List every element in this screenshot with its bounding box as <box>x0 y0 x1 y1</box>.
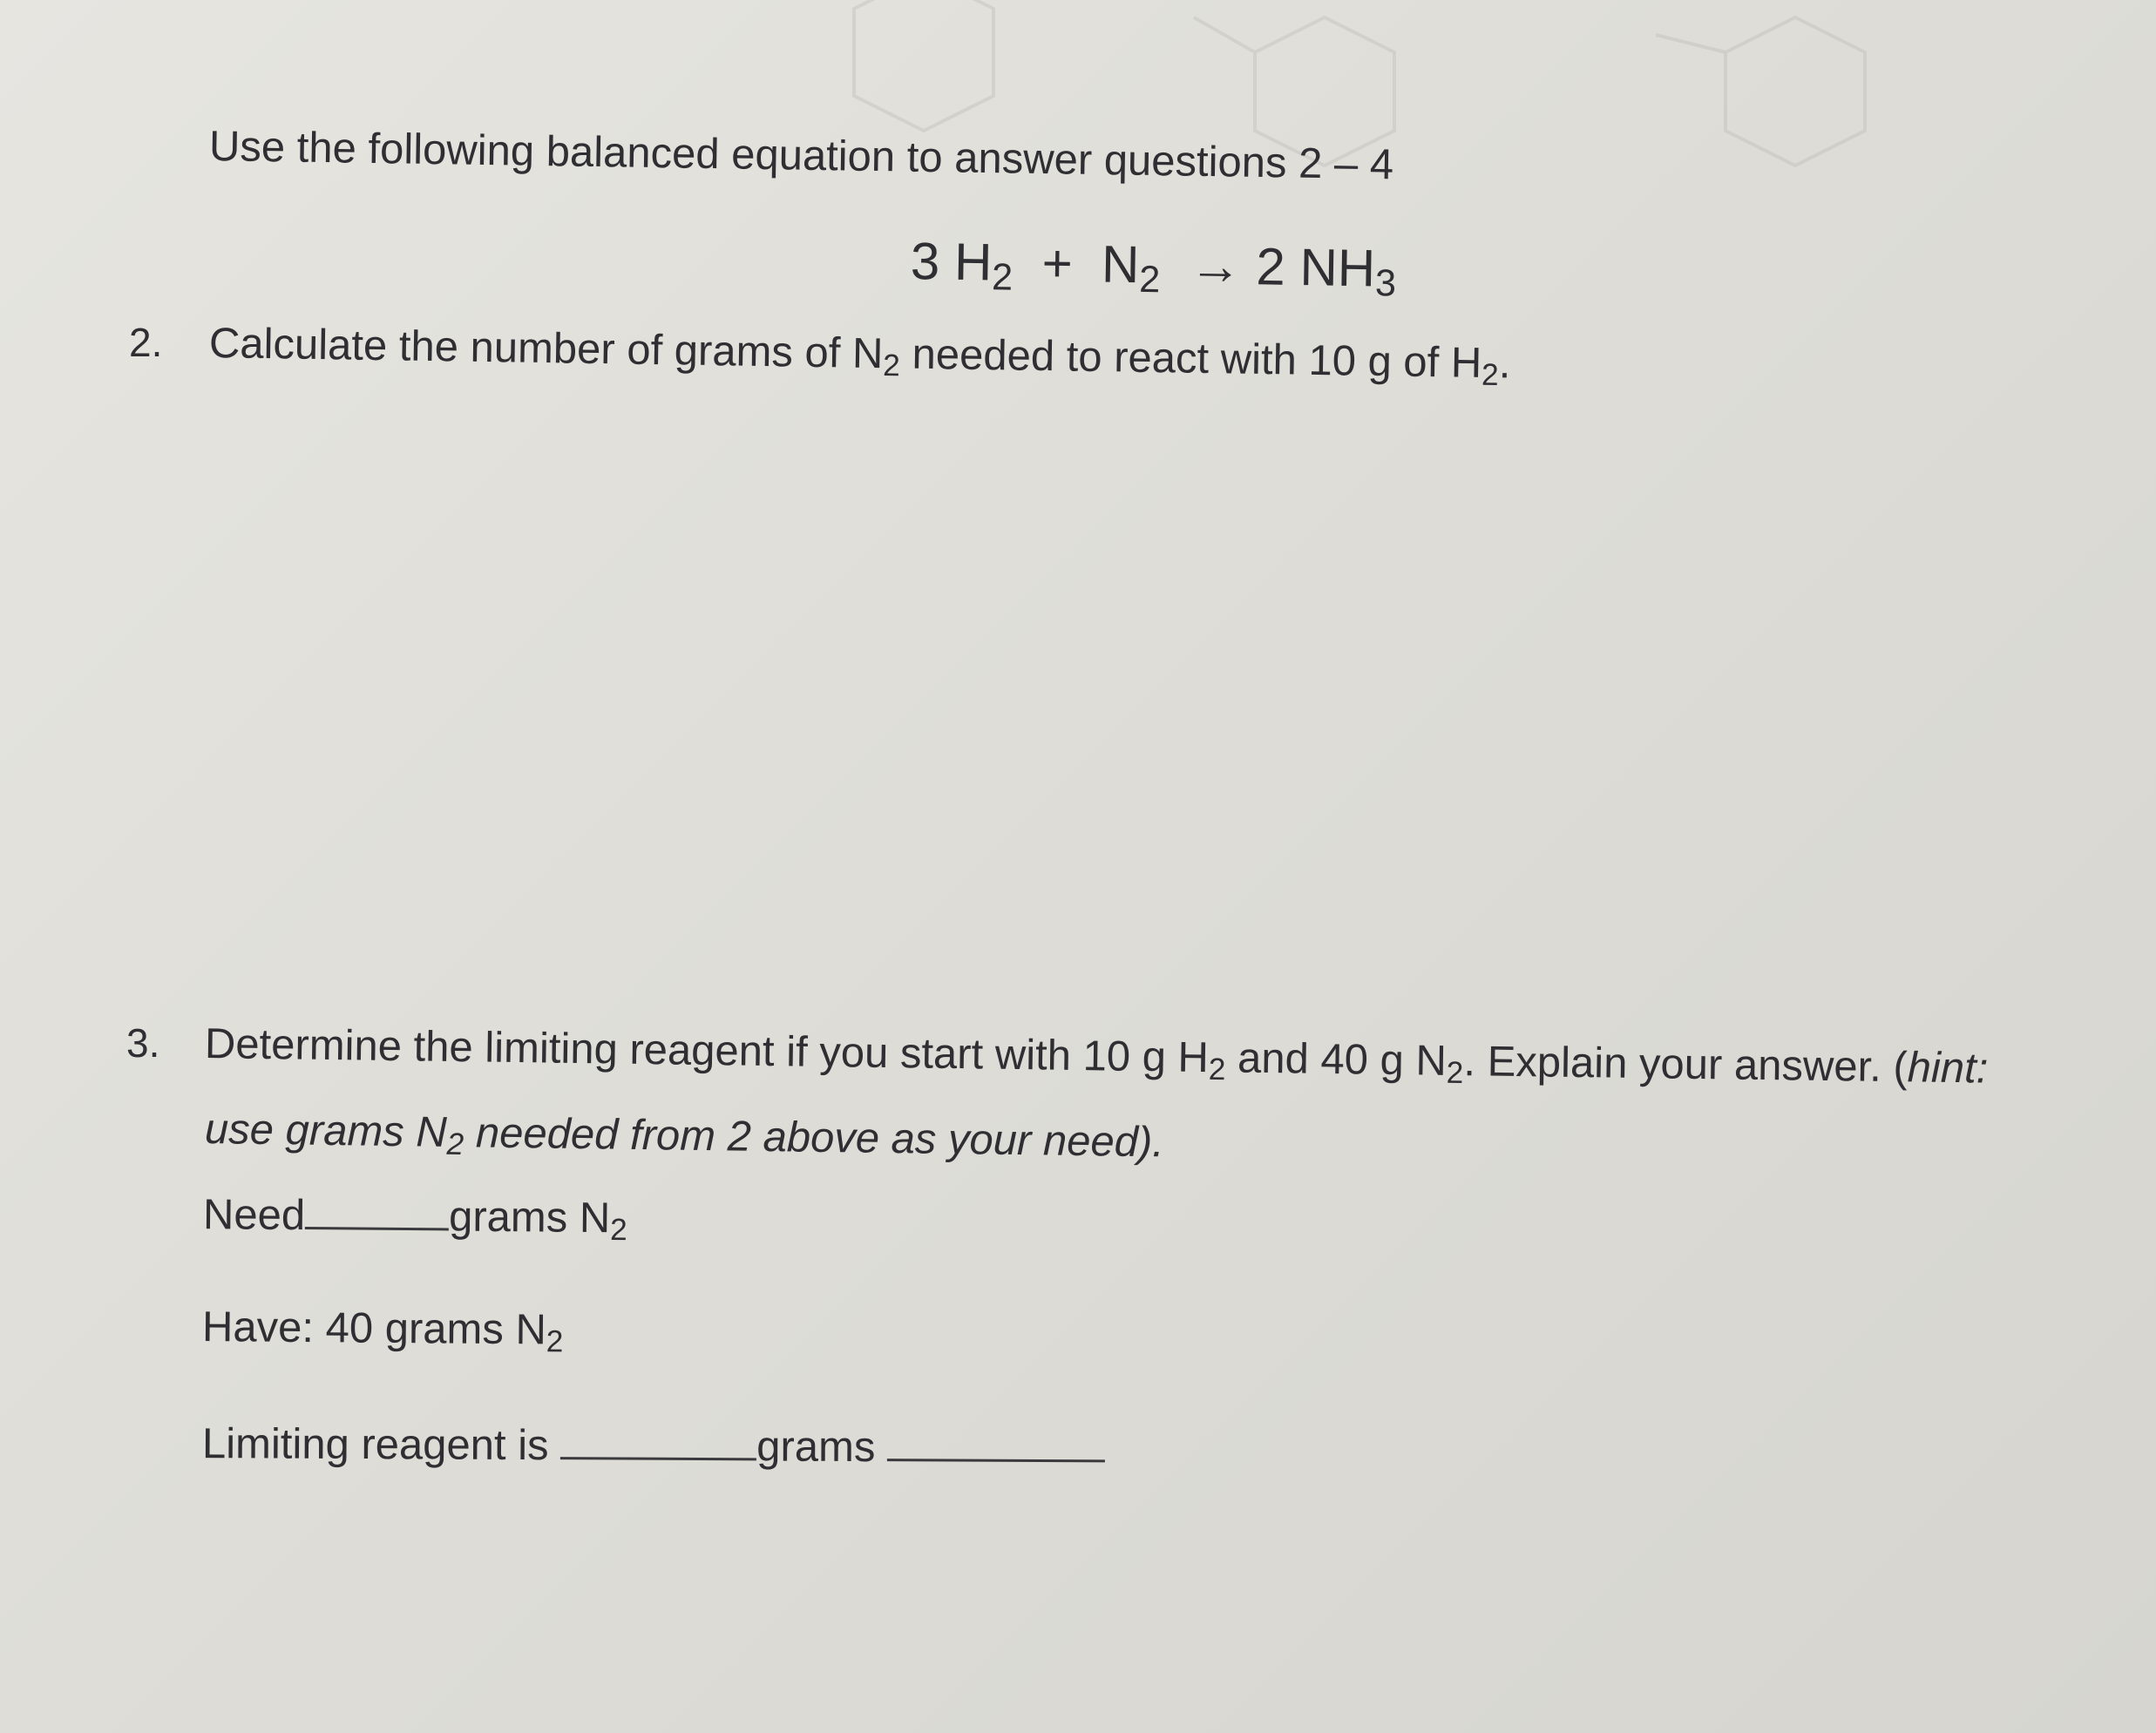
q2-n-subscript: 2 <box>882 348 901 383</box>
question-3-line-1 <box>205 1019 1989 1093</box>
q3-line1-part-a: Determine the limiting reagent if you start with 10 g H <box>204 1020 1210 1082</box>
q2-h-subscript: 2 <box>1481 357 1500 393</box>
limiting-grams-blank[interactable] <box>887 1420 1105 1462</box>
q2-period: . <box>1498 340 1511 388</box>
q3-n-subscript: 2 <box>1446 1055 1464 1090</box>
question-3-line-2 <box>205 1105 1165 1167</box>
limiting-reagent-label: Limiting reagent is <box>201 1420 549 1470</box>
limiting-reagent-row <box>202 1417 1105 1473</box>
q3-h-subscript: 2 <box>1208 1052 1226 1087</box>
q3-line1-part-c: . Explain your answer. ( <box>1463 1038 1909 1092</box>
intro-text: Use the following balanced equation to answer questions 2 – 4 <box>208 123 1394 189</box>
q2-text-part-b: ber of grams of N <box>553 325 884 378</box>
q3-line2-part-a: use grams N <box>204 1106 448 1156</box>
product-nh: NH <box>1299 238 1376 298</box>
reactant-n: N <box>1101 234 1140 294</box>
reactant-n-subscript: 2 <box>1138 258 1161 301</box>
coefficient-nh3: 2 <box>1255 237 1286 296</box>
need-row <box>202 1188 627 1248</box>
balanced-equation <box>910 231 1397 305</box>
reactant-h-subscript: 2 <box>991 256 1014 299</box>
need-unit-subscript: 2 <box>609 1212 627 1248</box>
have-subscript: 2 <box>546 1324 564 1359</box>
coefficient-h2: 3 <box>910 232 940 291</box>
limiting-reagent-blank[interactable] <box>560 1418 756 1460</box>
question-2-number: 2. <box>129 320 163 365</box>
need-label: Need <box>202 1191 306 1240</box>
question-2-text <box>208 319 1511 393</box>
need-answer-blank[interactable] <box>305 1188 449 1231</box>
product-nh-subscript: 3 <box>1374 262 1397 305</box>
question-3-number: 3. <box>126 1020 160 1066</box>
reactant-h: H <box>953 232 993 292</box>
q3-line2-subscript: 2 <box>446 1127 464 1161</box>
reaction-arrow: → <box>1189 236 1243 295</box>
q3-line1-part-b: and 40 g N <box>1225 1034 1448 1085</box>
limiting-grams-label: grams <box>756 1423 876 1472</box>
plus-sign: + <box>1041 234 1074 293</box>
q2-text-part-c: needed to react with 10 g of H <box>899 330 1482 387</box>
q3-hint-word: hint: <box>1907 1044 1989 1093</box>
have-text: Have: 40 grams N <box>201 1303 547 1354</box>
q3-line2-part-b: needed from 2 above as your need). <box>463 1109 1165 1167</box>
need-unit: grams N <box>448 1193 611 1242</box>
q2-text-part-a: Calculate the num <box>208 320 554 373</box>
have-row <box>201 1303 564 1359</box>
